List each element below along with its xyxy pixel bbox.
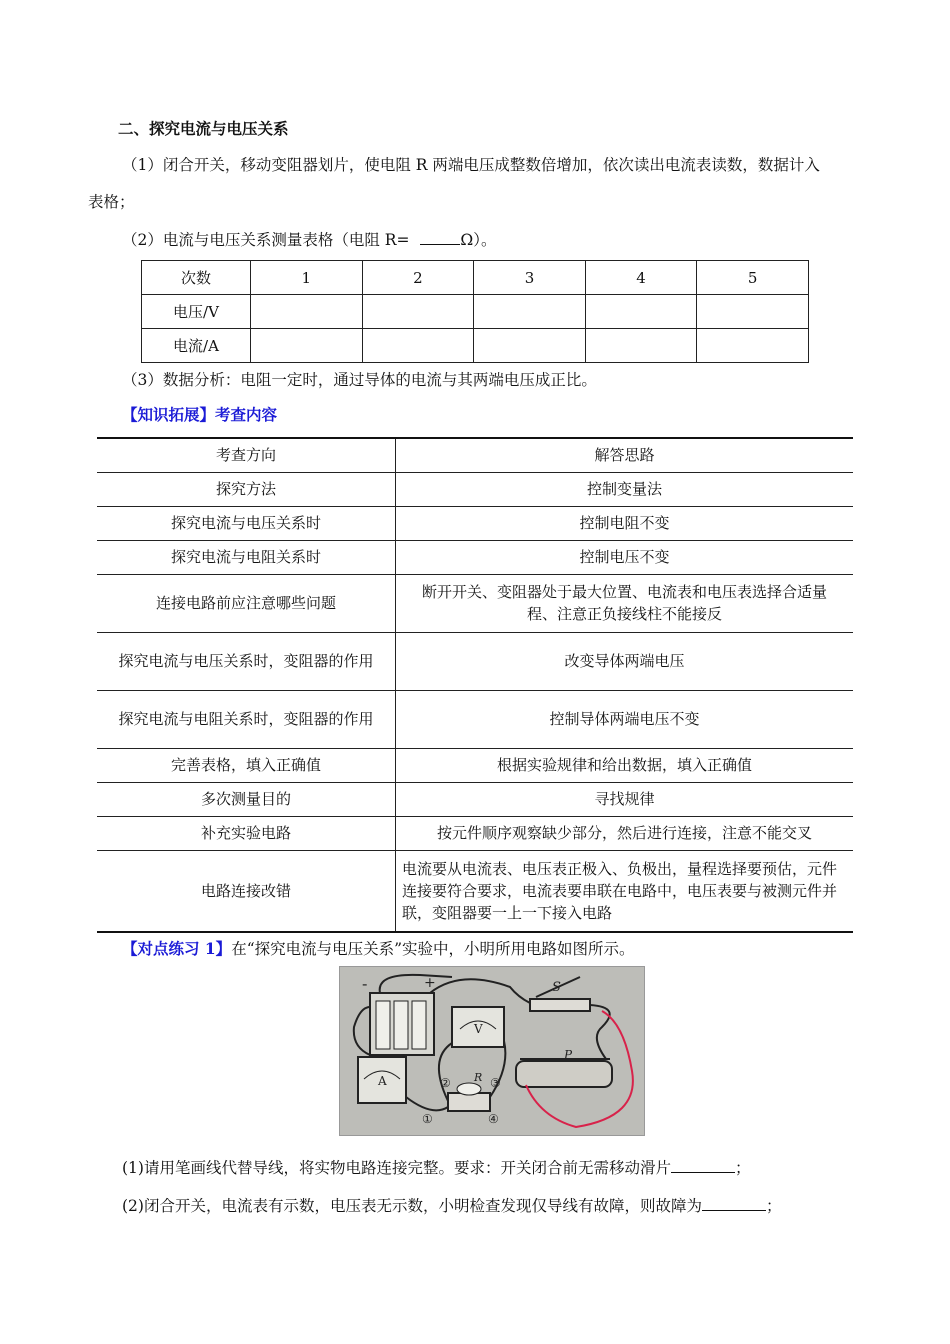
table-cell[interactable] xyxy=(362,295,474,329)
figure-label-plus: + xyxy=(424,975,436,991)
table-row xyxy=(142,329,809,363)
figure-label-1: ① xyxy=(422,1112,433,1126)
table-cell: 4 xyxy=(585,261,697,295)
figure-label-a: A xyxy=(378,1074,387,1088)
table-cell: 控制电压不变 xyxy=(396,540,854,574)
extension-title: 考查内容 xyxy=(215,405,278,424)
figure-label-3: ③ xyxy=(490,1076,501,1090)
table-cell: 3 xyxy=(474,261,586,295)
table-cell: 次数 xyxy=(142,261,251,295)
table-row xyxy=(97,506,853,540)
table-cell: 完善表格，填入正确值 xyxy=(97,748,396,782)
table-cell[interactable] xyxy=(697,295,809,329)
extension-heading xyxy=(122,404,277,426)
table-cell: 5 xyxy=(697,261,809,295)
table-cell[interactable] xyxy=(474,295,586,329)
resistor-shape xyxy=(448,1093,490,1111)
circuit-figure xyxy=(339,966,645,1136)
table-row xyxy=(97,816,853,850)
table-cell: 考查方向 xyxy=(97,438,396,472)
table-row xyxy=(97,748,853,782)
table-cell: 多次测量目的 xyxy=(97,782,396,816)
rheostat-shape xyxy=(516,1061,612,1087)
question-2-text: (2)闭合开关，电流表有示数，电压表无示数，小明检查发现仅导线有故障，则故障为 xyxy=(122,1197,702,1215)
question-1-blank[interactable] xyxy=(671,1172,735,1173)
paragraph-3: （3）数据分析：电阻一定时，通过导体的电流与其两端电压成正比。 xyxy=(122,371,597,389)
question-1-end: ； xyxy=(734,1159,751,1177)
paragraph-2-prefix: （2）电流与电压关系测量表格（电阻 R= xyxy=(122,231,410,249)
ohm-unit: Ω xyxy=(460,231,474,249)
table-cell: 寻找规律 xyxy=(396,782,854,816)
table-cell: 控制电阻不变 xyxy=(396,506,854,540)
figure-label-2: ② xyxy=(440,1076,451,1090)
practice-text: 在“探究电流与电压关系”实验中，小明所用电路如图所示。 xyxy=(231,940,635,958)
table-cell[interactable] xyxy=(474,329,586,363)
table-cell[interactable] xyxy=(697,329,809,363)
table-cell: 控制变量法 xyxy=(396,472,854,506)
question-1 xyxy=(122,1157,750,1179)
table-cell: 根据实验规律和给出数据，填入正确值 xyxy=(396,748,854,782)
figure-label-s: S xyxy=(552,980,561,995)
switch-shape xyxy=(530,999,590,1011)
table-cell: 电流要从电流表、电压表正极入、负极出，量程选择要预估，元件连接要符合要求，电流表要串联在电路中，电压表要与被测元件并联，变阻器要一上一下接入电路 xyxy=(396,850,854,932)
table-cell: 电流/A xyxy=(142,329,251,363)
extension-tag: 【知识拓展】 xyxy=(122,405,216,424)
table-cell: 改变导体两端电压 xyxy=(396,632,854,690)
table-cell: 电路连接改错 xyxy=(97,850,396,932)
table-cell[interactable] xyxy=(251,329,363,363)
table-cell: 连接电路前应注意哪些问题 xyxy=(97,574,396,632)
table-cell: 探究电流与电阻关系时 xyxy=(97,540,396,574)
resistance-blank[interactable] xyxy=(420,244,460,245)
table-cell: 探究电流与电压关系时 xyxy=(97,506,396,540)
table-row xyxy=(97,472,853,506)
figure-label-r: R xyxy=(474,1071,483,1084)
practice-tag: 【对点练习 1】 xyxy=(122,939,232,958)
measurement-table xyxy=(141,260,809,363)
table-row xyxy=(97,632,853,690)
figure-label-minus: - xyxy=(362,974,368,993)
question-1-text: (1)请用笔画线代替导线，将实物电路连接完整。要求：开关闭合前无需移动滑片 xyxy=(122,1159,671,1177)
table-cell: 断开开关、变阻器处于最大位置、电流表和电压表选择合适量程、注意正负接线柱不能接反 xyxy=(396,574,854,632)
table-row xyxy=(97,850,853,932)
table-cell: 2 xyxy=(362,261,474,295)
table-header-row xyxy=(142,261,809,295)
table-cell: 电压/V xyxy=(142,295,251,329)
table-cell: 探究电流与电阻关系时，变阻器的作用 xyxy=(97,690,396,748)
figure-label-v: V xyxy=(474,1022,483,1036)
table-cell[interactable] xyxy=(585,329,697,363)
figure-label-4: ④ xyxy=(488,1112,499,1126)
table-row xyxy=(97,782,853,816)
section-title: 二、探究电流与电压关系 xyxy=(118,119,289,138)
question-2 xyxy=(122,1195,781,1217)
question-2-end: ； xyxy=(765,1197,782,1215)
paragraph-2-suffix: ）。 xyxy=(473,231,497,249)
figure-label-p: P xyxy=(564,1048,573,1062)
table-cell[interactable] xyxy=(251,295,363,329)
practice-heading xyxy=(122,938,635,960)
table-cell: 控制导体两端电压不变 xyxy=(396,690,854,748)
table-cell: 1 xyxy=(251,261,363,295)
table-row xyxy=(97,690,853,748)
table-cell[interactable] xyxy=(585,295,697,329)
paragraph-2 xyxy=(122,229,497,251)
table-cell: 解答思路 xyxy=(396,438,854,472)
table-cell[interactable] xyxy=(362,329,474,363)
table-cell: 探究方法 xyxy=(97,472,396,506)
table-row xyxy=(97,540,853,574)
table-row xyxy=(142,295,809,329)
table-header-row xyxy=(97,438,853,472)
table-cell: 探究电流与电压关系时，变阻器的作用 xyxy=(97,632,396,690)
question-2-blank[interactable] xyxy=(702,1210,766,1211)
table-row xyxy=(97,574,853,632)
paragraph-1-line-2: 表格； xyxy=(88,193,135,211)
table-cell: 按元件顺序观察缺少部分，然后进行连接，注意不能交叉 xyxy=(396,816,854,850)
paragraph-1-line-1: （1）闭合开关，移动变阻器划片，使电阻 R 两端电压成整数倍增加，依次读出电流表读数，数据计入 xyxy=(122,156,820,174)
circuit-illustration xyxy=(340,967,644,1135)
knowledge-table xyxy=(97,437,853,933)
table-cell: 补充实验电路 xyxy=(97,816,396,850)
